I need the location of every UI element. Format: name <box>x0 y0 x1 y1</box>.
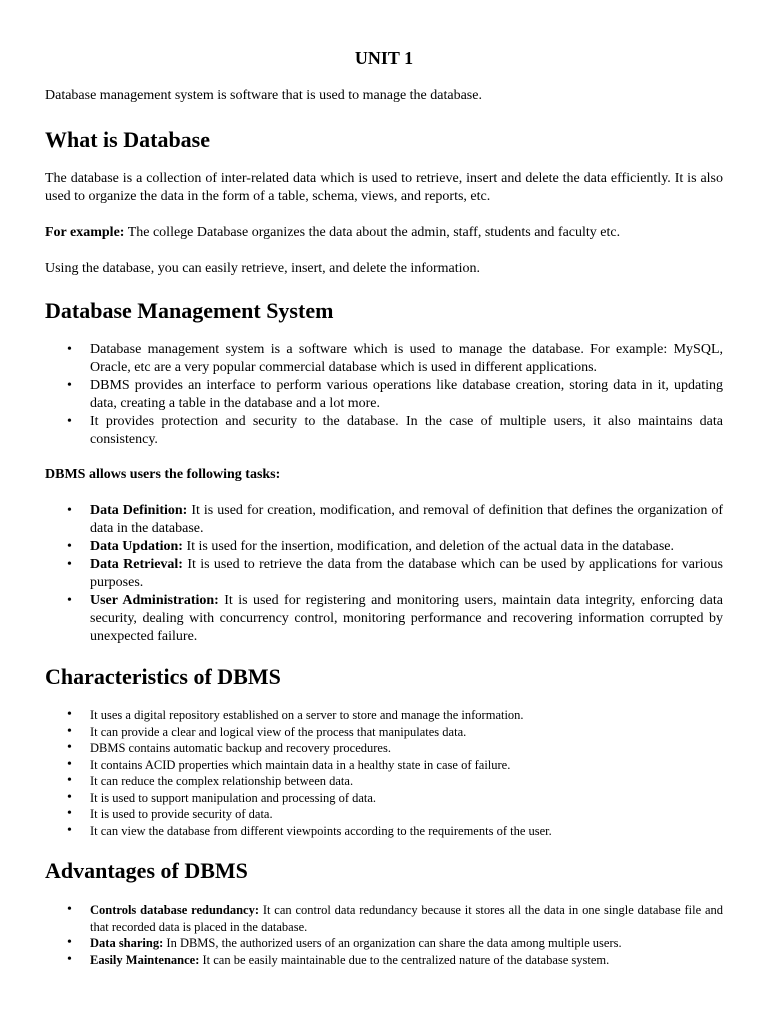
list-item <box>45 740 723 757</box>
bullet-icon: • <box>67 723 72 739</box>
list-item-text: It provides protection and security to the database. In the case of multiple users, it also maintains data consistency. <box>90 414 723 447</box>
list-item <box>45 902 723 935</box>
list-item-text: DBMS provides an interface to perform various operations like database creation, storing data in it, updating data, creating a table in the database and a lot more. <box>90 378 723 411</box>
advantage-label: Easily Maintenance: <box>90 952 200 967</box>
bullet-icon: • <box>67 740 72 755</box>
task-label: Data Definition: <box>90 503 188 518</box>
bullet-icon: • <box>67 378 72 393</box>
section-heading-what-is-database: What is Database <box>45 127 211 152</box>
advantages-bullet-list <box>45 902 723 968</box>
database-usage-paragraph: Using the database, you can easily retrieve, insert, and delete the information. <box>45 261 481 276</box>
section-heading-characteristics: Characteristics of DBMS <box>45 664 281 689</box>
advantage-label: Controls database redundancy: <box>90 903 260 917</box>
list-item <box>45 413 723 449</box>
page-title: UNIT 1 <box>354 48 414 68</box>
example-paragraph <box>45 224 723 242</box>
task-label: Data Retrieval: <box>90 557 183 572</box>
list-item <box>45 556 723 592</box>
bullet-icon: • <box>67 806 72 821</box>
list-item <box>45 935 723 952</box>
list-item <box>45 502 723 538</box>
list-item-text: It can view the database from different viewpoints according to the requirements of the user. <box>90 823 552 838</box>
list-item <box>45 952 723 969</box>
list-item <box>45 377 723 413</box>
advantage-text: In DBMS, the authorized users of an organization can share the data among multiple users. <box>163 936 622 950</box>
list-item-text: It contains ACID properties which maintain data in a healthy state in case of failure. <box>90 757 511 772</box>
advantage-text: It can be easily maintainable due to the centralized nature of the database system. <box>199 952 610 967</box>
intro-paragraph: Database management system is software that is used to manage the database. <box>45 88 482 103</box>
section-heading-advantages: Advantages of DBMS <box>45 858 248 883</box>
task-label: User Administration: <box>90 593 219 608</box>
bullet-icon: • <box>67 503 72 518</box>
task-text: It is used for creation, modification, and removal of definition that defines the organization of data in the database. <box>90 503 723 536</box>
list-item <box>45 806 723 823</box>
bullet-icon: • <box>67 756 72 772</box>
bullet-icon: • <box>67 902 72 917</box>
bullet-icon: • <box>67 342 72 357</box>
task-text: It is used to retrieve the data from the database which can be used by applications for various purposes. <box>90 557 723 590</box>
list-item <box>45 592 723 646</box>
list-item-text: It is used to support manipulation and processing of data. <box>90 790 377 805</box>
task-text: It is used for the insertion, modification, and deletion of the actual data in the database. <box>182 539 674 554</box>
list-item <box>45 823 723 840</box>
database-definition-paragraph: The database is a collection of inter-related data which is used to retrieve, insert and delete the data efficiently. It is also used to organize the data in the form of a table, schema, views, and reports, etc. <box>45 171 723 204</box>
bullet-icon: • <box>67 935 72 950</box>
list-item-text: It uses a digital repository established on a server to store and manage the information. <box>90 708 524 722</box>
bullet-icon: • <box>67 951 72 967</box>
list-item <box>45 790 723 807</box>
list-item <box>45 341 723 377</box>
list-item-text: Database management system is a software which is used to manage the database. For example: MySQL, Oracle, etc are a very popular commercial database which is used in different applications. <box>90 342 723 375</box>
bullet-icon: • <box>67 593 72 608</box>
bullet-icon: • <box>67 557 72 572</box>
list-item-text: DBMS contains automatic backup and recovery procedures. <box>90 741 391 755</box>
section-heading-dbms: Database Management System <box>45 298 334 323</box>
list-item <box>45 757 723 774</box>
characteristics-bullet-list <box>45 707 723 839</box>
list-item-text: It can provide a clear and logical view of the process that manipulates data. <box>90 724 467 739</box>
bullet-icon: • <box>67 539 72 554</box>
advantage-text: It can control data redundancy because it stores all the data in one single database file and that recorded data is placed in the database. <box>90 903 723 934</box>
tasks-heading: DBMS allows users the following tasks: <box>45 467 281 482</box>
example-label: For example: <box>45 225 125 240</box>
list-item-text: It is used to provide security of data. <box>90 807 273 821</box>
example-text: The college Database organizes the data about the admin, staff, students and faculty etc. <box>124 225 621 240</box>
tasks-bullet-list <box>45 502 723 646</box>
list-item <box>45 707 723 724</box>
dbms-bullet-list <box>45 341 723 449</box>
advantage-label: Data sharing: <box>90 936 164 950</box>
bullet-icon: • <box>67 773 72 788</box>
task-label: Data Updation: <box>90 539 183 554</box>
task-text: It is used for registering and monitoring users, maintain data integrity, enforcing data security, dealing with concurrency control, monitoring performance and recovering information corrupted by unexpected failure. <box>90 593 723 644</box>
list-item <box>45 538 723 556</box>
list-item <box>45 773 723 790</box>
list-item <box>45 724 723 741</box>
bullet-icon: • <box>67 707 72 722</box>
bullet-icon: • <box>67 822 72 838</box>
list-item-text: It can reduce the complex relationship between data. <box>90 774 354 788</box>
bullet-icon: • <box>67 789 72 805</box>
bullet-icon: • <box>67 414 72 429</box>
